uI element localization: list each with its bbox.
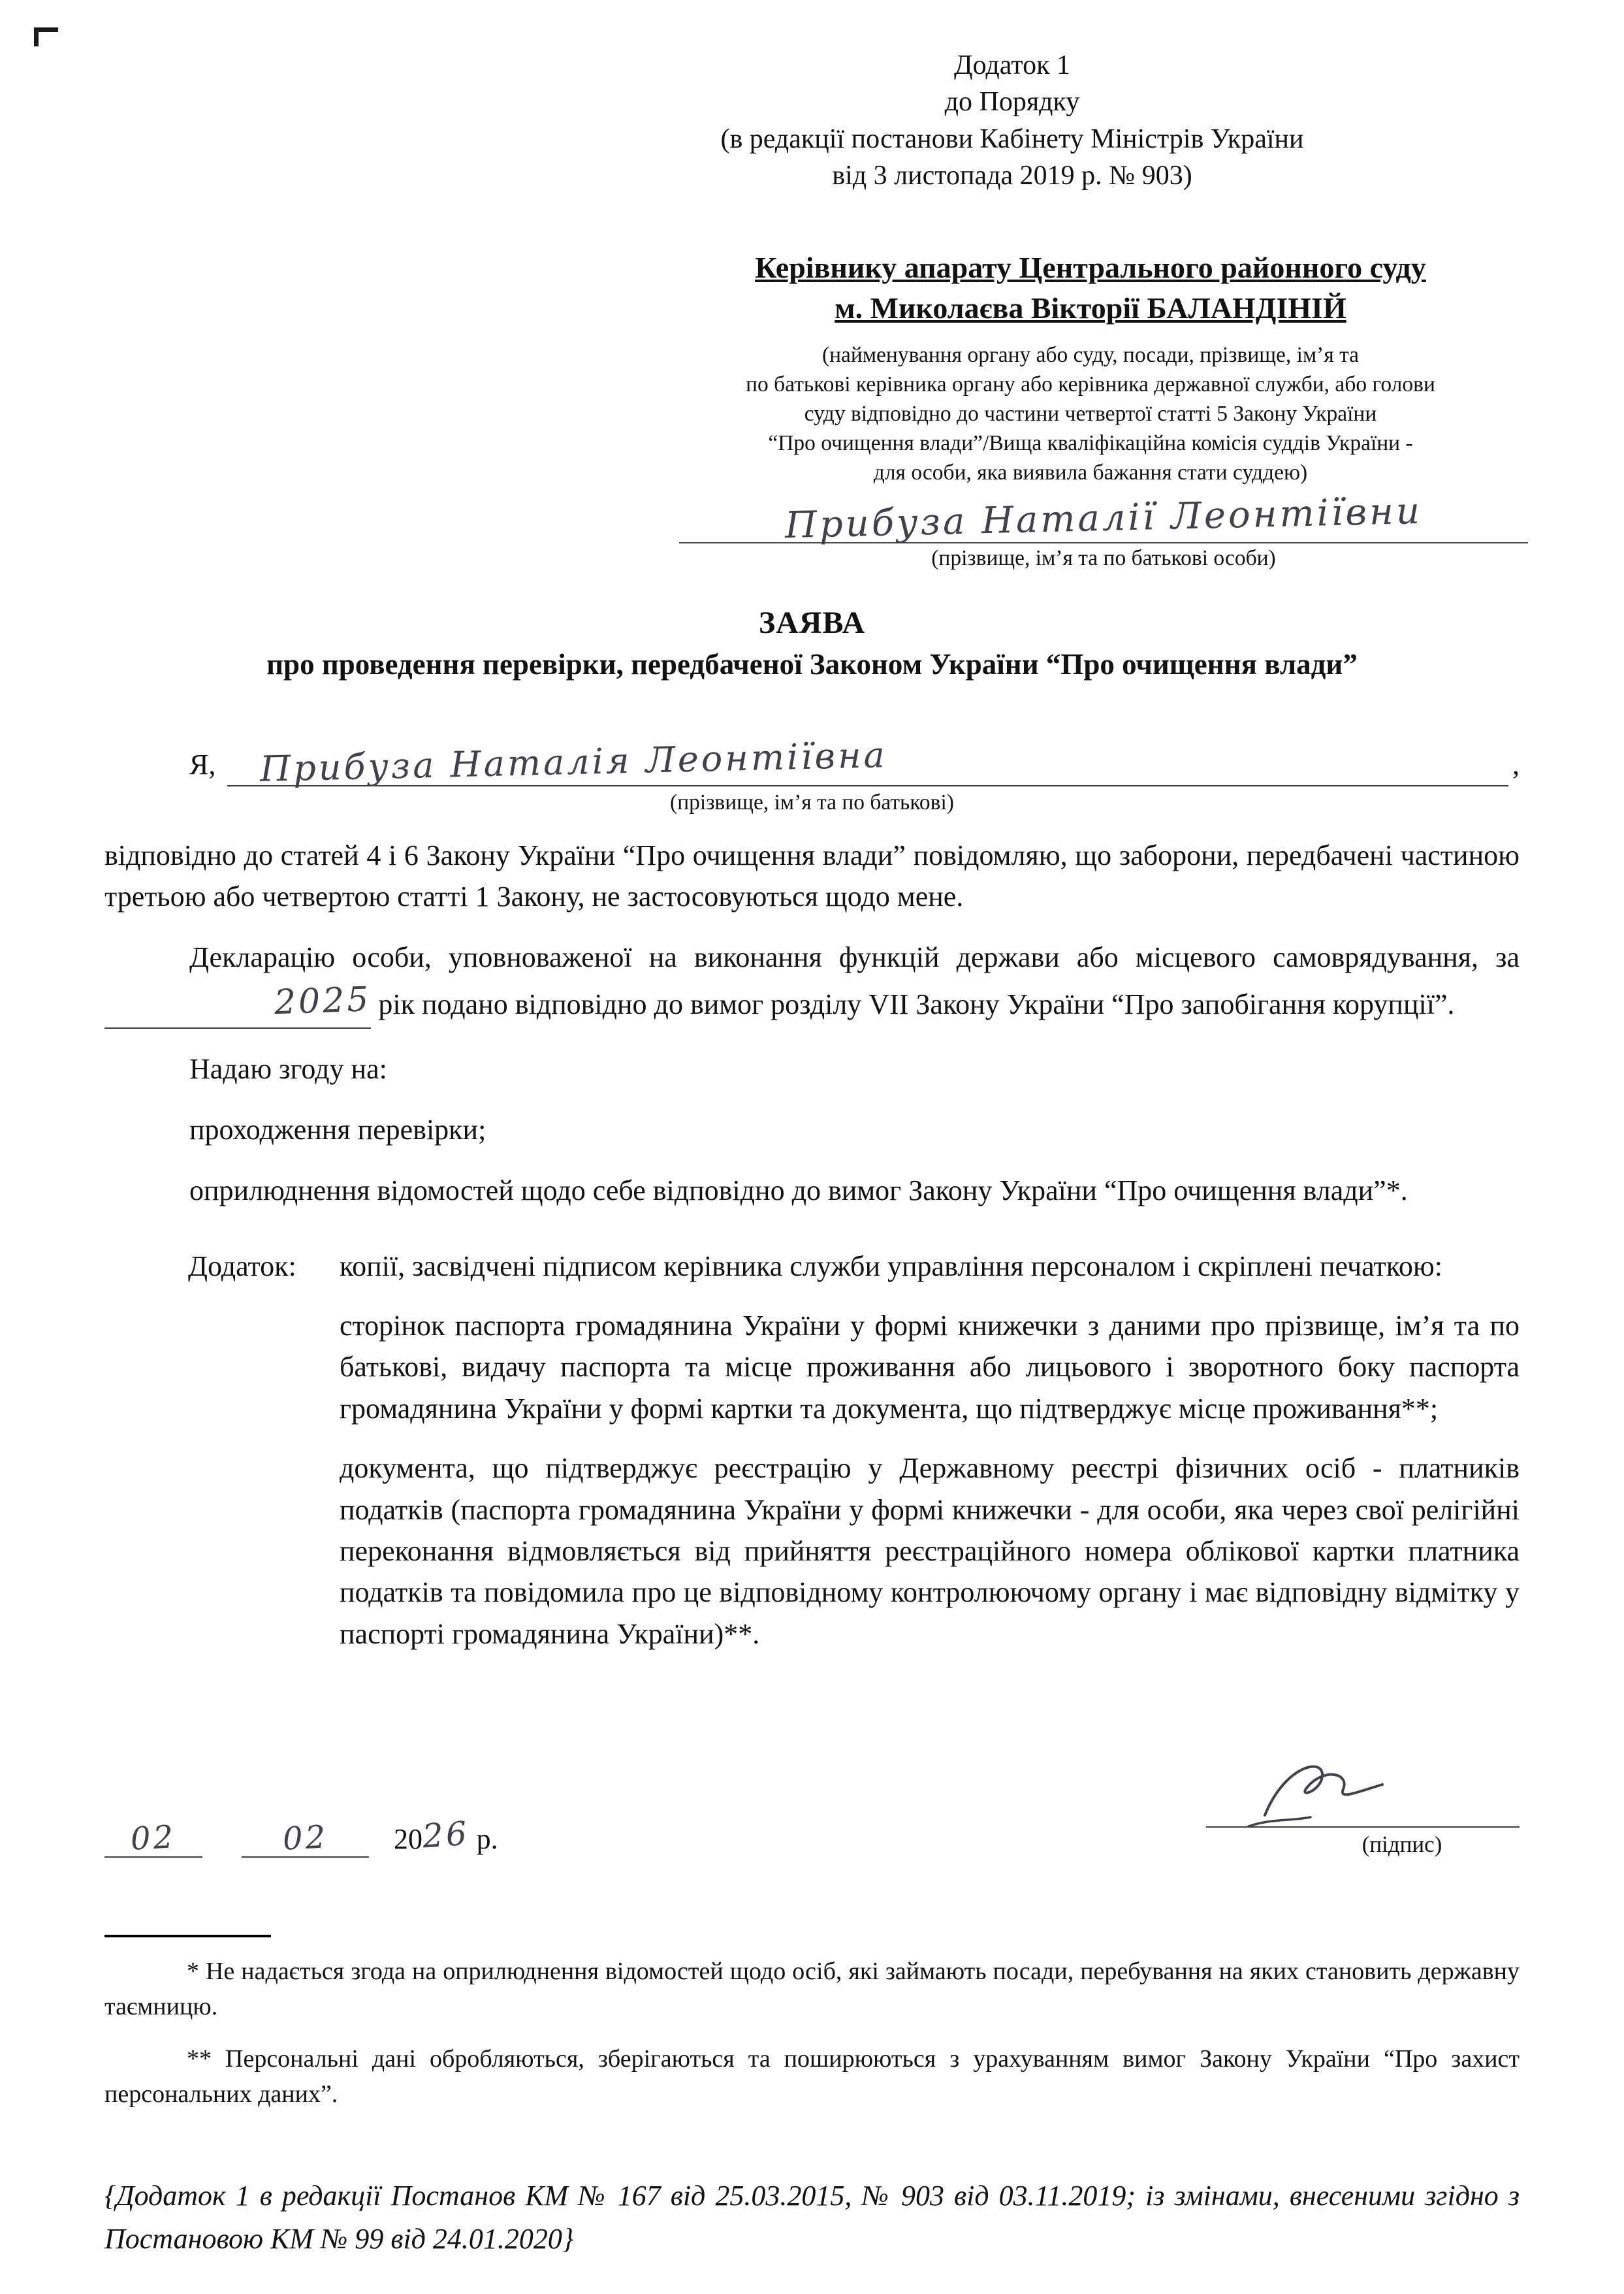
handwritten-statement-name: Прибуза Наталія Леонтіївна (259, 734, 888, 790)
applicant-name-hint: (прізвище, ім’я та по батькові особи) (931, 545, 1276, 570)
consent-intro: Надаю згоду на: (189, 1052, 387, 1085)
handwritten-year: 26 (421, 1814, 471, 1856)
declaration-text-before: Декларацію особи, уповноваженої на виконання функцій держави або місцевого самоврядування, за (189, 941, 1520, 974)
document-subtitle: про проведення перевірки, передбаченої Законом України “Про очищення влади” (266, 647, 1358, 681)
signature-line (1206, 1768, 1520, 1828)
handwritten-declaration-year: 2025 (273, 979, 372, 1023)
date-signature-row (104, 1768, 1520, 1858)
paragraph-declaration (104, 937, 1520, 1028)
footnote-secrecy: * Не надається згода на оприлюднення відомостей щодо осіб, які займають посади, перебування на яких становить державну таємницю. (104, 1957, 1520, 2020)
addressee-block (656, 248, 1525, 328)
attachment-body (340, 1246, 1520, 1673)
consent-item-verification: проходження перевірки; (189, 1114, 486, 1146)
handwritten-day: 02 (130, 1818, 177, 1858)
handwritten-month: 02 (281, 1818, 329, 1858)
addressee-hint-line: (найменування органу або суду, посади, прізвище, ім’я та (821, 343, 1360, 368)
handwritten-applicant-name: Прибуза Наталії Леонтіївни (784, 489, 1423, 547)
statement-name-hint: (прізвище, ім’я та по батькові) (670, 790, 954, 815)
addressee-hint (640, 341, 1541, 487)
statement-opening-line (104, 734, 1520, 790)
attachment-item-tax-registry: документа, що підтверджує реєстрацію у Державному реєстрі фізичних осіб - платників податків (паспорта громадянина України у формі книжечки - для особи, яка через свої релігійні переконання відмовляється від прийняття реєстраційного номера облікової картки платника податків та повідомила про це відповідному контролюючому органу і має відповідну відмітку у паспорті громадянина України)**. (340, 1452, 1520, 1650)
statement-name-blank (227, 734, 1508, 790)
attachment-intro: копії, засвідчені підписом керівника служби управління персоналом і скріплені печаткою: (340, 1250, 1442, 1282)
consent-item-publication: оприлюднення відомостей щодо себе відповідно до вимог Закону України “Про очищення влади”*. (189, 1174, 1408, 1207)
document-title: ЗАЯВА (758, 605, 866, 640)
revision-note: {Додаток 1 в редакції Постанов КМ № 167 від 25.03.2015, № 903 від 03.11.2019; із змінами, внесеними згідно з Постановою КМ № 99 від 24.01.2020} (104, 2179, 1520, 2255)
header-line: Додаток 1 (953, 50, 1071, 80)
paragraph-law-reference: відповідно до статей 4 і 6 Закону України “Про очищення влади” повідомляю, що заборони, передбачені частиною третьою або четвертою статті 1 Закону, не застосовуються щодо мене. (104, 839, 1520, 913)
addressee-hint-line: суду відповідно до частини четвертої статті 5 Закону України (804, 402, 1377, 427)
footnote-divider (104, 1935, 271, 1937)
date-month-blank (242, 1820, 369, 1858)
applicant-name-blank (679, 489, 1528, 547)
addressee-line: Керівнику апарату Центрального районного суду (755, 251, 1426, 285)
addressee-hint-line: “Про очищення влади”/Вища кваліфікаційна комісія суддів України - (768, 430, 1413, 455)
header-line: (в редакції постанови Кабінету Міністрів України (720, 123, 1304, 154)
trailing-comma: , (1512, 748, 1520, 781)
scan-corner-mark (34, 27, 58, 46)
addressee-hint-line: для особи, яка виявила бажання стати суддею) (873, 460, 1308, 485)
header-line: від 3 листопада 2019 р. № 903) (832, 160, 1192, 191)
date-group (104, 1814, 498, 1858)
addressee-hint-line: по батькові керівника органу або керівника державної служби, або голови (746, 372, 1435, 397)
date-day-blank (104, 1820, 202, 1858)
document-header (653, 0, 1371, 194)
addressee-line: м. Миколаєва Вікторії БАЛАНДІНІЙ (835, 291, 1346, 325)
attachment-item-passport: сторінок паспорта громадянина України у формі книжечки з даними про прізвище, ім’я та по батькові, видачу паспорта та місце проживання або лицьового і зворотного боку паспорта громадянина України у формі картки та документа, що підтверджує місце проживання**; (340, 1310, 1520, 1425)
year-suffix: р. (476, 1822, 498, 1855)
attachment-block (104, 1246, 1520, 1673)
declaration-text-after: рік подано відповідно до вимог розділу VII Закону України “Про запобігання корупції”. (378, 988, 1455, 1020)
signature-block (1206, 1768, 1520, 1858)
signature-hint: (підпис) (1361, 1831, 1442, 1857)
signature-mark (1245, 1753, 1461, 1838)
attachment-label: Додаток: (188, 1250, 296, 1282)
header-line: до Порядку (944, 87, 1080, 118)
declaration-year-blank (104, 978, 371, 1029)
year-prefix: 20 (394, 1822, 422, 1855)
i-label: Я, (189, 748, 216, 781)
footnote-personal-data: ** Персональні дані обробляються, зберігаються та поширюються з урахуванням вимог Закону України “Про захист персональних даних”. (104, 2044, 1520, 2108)
year-text (394, 1814, 498, 1856)
